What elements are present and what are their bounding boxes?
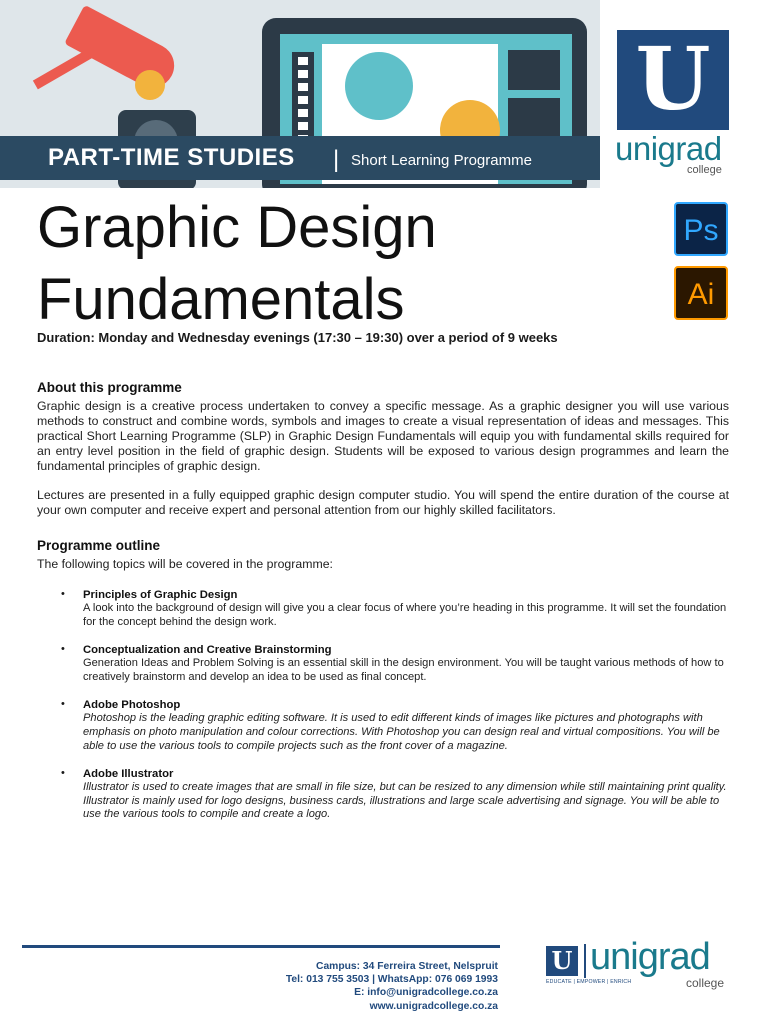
topic-list bbox=[37, 588, 729, 822]
list-item bbox=[37, 767, 729, 822]
topic-title: Conceptualization and Creative Brainstorming bbox=[83, 644, 332, 657]
topic-description: A look into the background of design will give you a clear focus of where you’re heading in this programme. It will set the foundation for the concept behind the design work. bbox=[83, 602, 727, 628]
illustrator-icon: Ai bbox=[674, 266, 728, 320]
title-line-1: Graphic Design bbox=[37, 195, 437, 260]
chart-panel-illustration bbox=[508, 98, 560, 138]
unigrad-tagline: EDUCATE | EMPOWER | ENRICH bbox=[546, 979, 632, 985]
photoshop-icon: Ps bbox=[674, 202, 728, 256]
campus-address: Campus: 34 Ferreira Street, Nelspruit bbox=[316, 961, 498, 972]
topic-title: Adobe Photoshop bbox=[83, 699, 181, 712]
bullet-icon: • bbox=[61, 698, 65, 711]
list-item bbox=[37, 643, 729, 684]
duration-line: Duration: Monday and Wednesday evenings (17:30 – 19:30) over a period of 9 weeks bbox=[37, 330, 558, 345]
phone-numbers: Tel: 013 755 3503 | WhatsApp: 076 069 1993 bbox=[285, 974, 498, 986]
lamp-bulb-illustration bbox=[135, 70, 165, 100]
about-heading: About this programme bbox=[37, 380, 182, 395]
website-link[interactable]: www.unigradcollege.co.za bbox=[369, 1000, 498, 1012]
header-banner bbox=[0, 0, 600, 188]
topic-description: Illustrator is used to create images that are small in file size, but can be resized to any dimension while still maintaining print quality. Illustrator is mainly used for logo designs, business cards, illustrations and large scale advertising and signage. You will be able to use the various tools to compile and create a logo. bbox=[83, 781, 727, 821]
outline-intro: The following topics will be covered in the programme: bbox=[37, 557, 333, 571]
topic-description: Generation Ideas and Problem Solving is an essential skill in the design environment. You will be taught various methods of how to creatively brainstorm and develop an idea to be used as final concept. bbox=[83, 657, 724, 683]
unigrad-wordmark-small: unigrad bbox=[590, 936, 710, 978]
unigrad-logo bbox=[605, 0, 770, 188]
unigrad-college-label-small: college bbox=[686, 976, 725, 990]
unigrad-u-mark-small: U bbox=[546, 946, 578, 976]
unigrad-u-mark: U bbox=[617, 30, 729, 130]
blue-circle-shape bbox=[345, 52, 413, 120]
email-address[interactable]: E: info@unigradcollege.co.za bbox=[354, 987, 498, 999]
footer-divider bbox=[22, 945, 500, 948]
page-title bbox=[37, 192, 657, 336]
bullet-icon: • bbox=[61, 643, 65, 656]
logo-divider bbox=[584, 944, 586, 978]
contact-details bbox=[200, 960, 498, 1013]
unigrad-college-label: college bbox=[687, 164, 722, 176]
bullet-icon: • bbox=[61, 767, 65, 780]
topic-description: Photoshop is the leading graphic editing software. It is used to edit different kinds of images like pictures and photographs with emphasis on photo manipulation and colour corrections. With Photoshop you can design real and virtual compositions. You will be able to use the various tools to compile projects such as the front cover of a magazine. bbox=[83, 712, 720, 752]
about-paragraph-2: Lectures are presented in a fully equipped graphic design computer studio. You will spend the entire duration of the course at your own computer and receive expert and personal attention from our highly skilled facilitators. bbox=[37, 488, 729, 517]
banner-separator: | bbox=[333, 146, 340, 173]
topic-title: Principles of Graphic Design bbox=[83, 589, 238, 601]
topic-title: Adobe Illustrator bbox=[83, 768, 174, 781]
banner-subtitle: Short Learning Programme bbox=[351, 152, 532, 169]
title-line-2: Fundamentals bbox=[37, 267, 405, 332]
bullet-icon: • bbox=[61, 588, 65, 600]
main-content bbox=[37, 380, 729, 836]
about-paragraph-1: Graphic design is a creative process undertaken to convey a specific message. As a graphic designer you will use various methods to construct and combine words, symbols and images to create a visual representation of ideas and messages. This practical Short Learning Programme (SLP) in Graphic Design Fundamentals will equip you with fundamental skills required for an entry level position in the field of graphic design. Students will be exposed to various design programmes and learn the fundamental principles of graphic design. bbox=[37, 399, 729, 473]
unigrad-wordmark: unigrad bbox=[615, 130, 722, 167]
list-item bbox=[37, 588, 729, 629]
banner-title: PART-TIME STUDIES bbox=[48, 144, 295, 171]
slider-panel-illustration bbox=[508, 50, 560, 90]
unigrad-footer-logo bbox=[546, 936, 756, 996]
list-item bbox=[37, 698, 729, 753]
outline-heading: Programme outline bbox=[37, 538, 161, 553]
